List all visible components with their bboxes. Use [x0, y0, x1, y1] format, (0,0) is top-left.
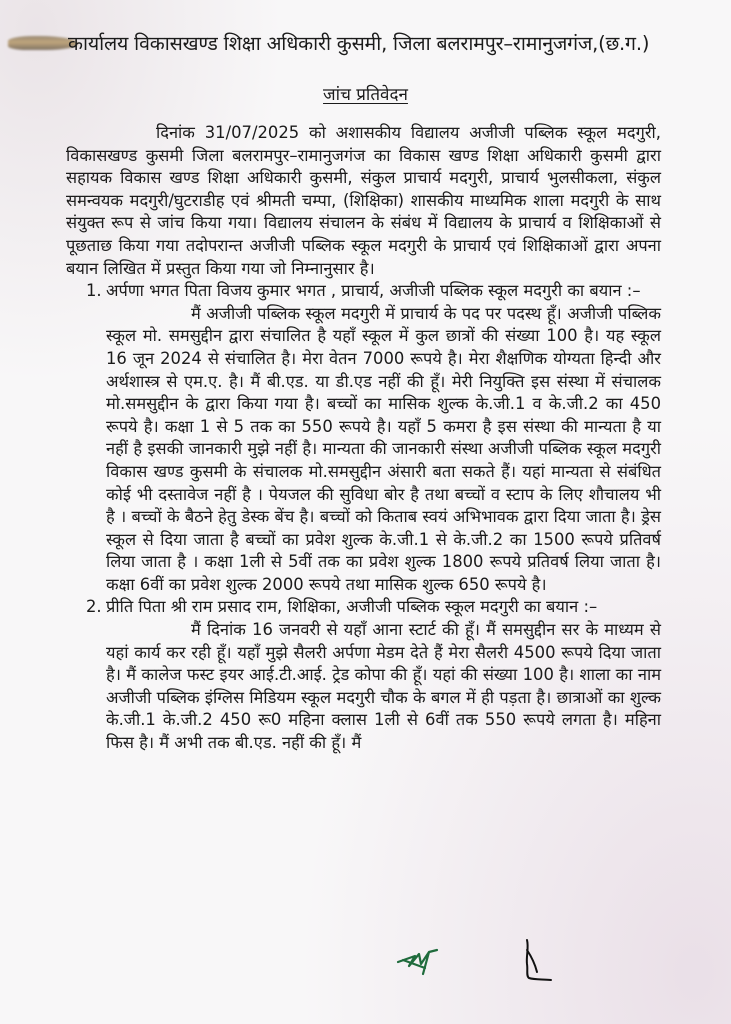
document-title — [0, 83, 731, 107]
office-header: कार्यालय विकासखण्ड शिक्षा अधिकारी कुसमी, जिला बलरामपुर–रामानुजगंज,(छ.ग.) — [68, 32, 650, 55]
document-title-text: जांच प्रतिवेदन — [323, 85, 408, 105]
statement-heading: प्रीति पिता श्री राम प्रसाद राम, शिक्षिका, अजीजी पब्लिक स्कूल मदगुरी का बयान :– — [106, 597, 598, 617]
statement-heading: अर्पणा भगत पिता विजय कुमार भगत , प्राचार्य, अजीजी पब्लिक स्कूल मदगुरी का बयान :– — [106, 281, 641, 301]
signature-black — [517, 938, 557, 982]
item-number: 2. — [86, 597, 102, 617]
statement-item — [66, 596, 661, 754]
item-number: 1. — [86, 281, 102, 301]
statement-item — [66, 280, 661, 596]
statement-text: मैं अजीजी पब्लिक स्कूल मदगुरी में प्राचार्य के पद पर पदस्थ हूँ। अजीजी पब्लिक स्कूल मो. समसुद्दीन द्वारा संचालित है यहाँ स्कूल में कुल छात्रों की संख्या 100 है। यह स्कूल 16 जून 2024 से संचालित है। मेरा वेतन 7000 रूपये है। मेरा शैक्षणिक योग्यता हिन्दी और अर्थशास्त्र से एम.ए. है। मैं बी.एड. या डी.एड नहीं की हूँ। मेरी नियुक्ति इस संस्था में संचालक मो.समसुद्दीन के द्वारा किया गया है। बच्चों का मासिक शुल्क के.जी.1 व के.जी.2 का 450 रूपये है। कक्षा 1 से 5 तक का 550 रूपये है। यहाँ 5 कमरा है इस संस्था की मान्यता है या नहीं है इसकी जानकारी मुझे नहीं है। मान्यता की जानकारी संस्था अजीजी पब्लिक स्कूल मदगुरी विकास खण्ड कुसमी के संचालक मो.समसुद्दीन अंसारी बता सकते हैं। यहां मान्यता से संबंधित कोई भी दस्तावेज नहीं है । पेयजल की सुविधा बोर है तथा बच्चों व स्टाप के लिए शौचालय भी है । बच्चों के बैठने हेतु डेस्क बेंच है। बच्चों को किताब स्वयं अभिभावक द्वारा दिया जाता है। ड्रेस स्कूल से दिया जाता है बच्चों का प्रवेश शुल्क के.जी.1 से के.जी.2 का 1500 रूपये प्रतिवर्ष लिया जाता है । कक्षा 1ली से 5वीं तक का प्रवेश शुल्क 1800 रूपये प्रतिवर्ष लिया जाता है। कक्षा 6वीं का प्रवेश शुल्क 2000 रूपये तथा मासिक शुल्क 650 रूपये है। — [106, 303, 661, 594]
intro-paragraph: दिनांक 31/07/2025 को अशासकीय विद्यालय अजीजी पब्लिक स्कूल मदगुरी, विकासखण्ड कुसमी जिला बलरामपुर–रामानुजगंज का विकास खण्ड शिक्षा अधिकारी कुसमी द्वारा सहायक विकास खण्ड शिक्षा अधिकारी कुसमी, संकुल प्राचार्य मदगुरी, प्राचार्य भुलसीकला, संकुल समन्वयक मदगुरी/घुटराडीह एवं श्रीमती चम्पा, (शिक्षिका) शासकीय माध्यमिक शाला मदगुरी के साथ संयुक्त रूप से जांच किया गया। विद्यालय संचालन के संबंध में विद्यालय के प्राचार्य व शिक्षिकाओं से पूछताछ किया गया तदोपरान्त अजीजी पब्लिक स्कूल मदगुरी के प्राचार्य एवं शिक्षिकाओं द्वारा अपना बयान लिखित में प्रस्तुत किया गया जो निम्नानुसार है। — [66, 123, 661, 278]
statement-text: मैं दिनांक 16 जनवरी से यहाँ आना स्टार्ट की हूँ। मैं समसुद्दीन सर के माध्यम से यहां कार्य कर रही हूँ। यहाँ मुझे सैलरी अर्पणा मेडम देते हैं मेरा सैलरी 4500 रूपये दिया जाता है। मैं कालेज फस्ट इयर आई.टी.आई. ट्रेड कोपा की हूँ। यहां की संख्या 100 है। शाला का नाम अजीजी पब्लिक इंग्लिस मिडियम स्कूल मदगुरी चौक के बगल में ही पड़ता है। छात्राओं का शुल्क के.जी.1 के.जी.2 450 रू0 महिना क्लास 1ली से 6वीं तक 550 रूपये लगता है। महिना फिस है। मैं अभी तक बी.एड. नहीं की हूँ। मैं — [106, 620, 661, 753]
signature-green — [395, 942, 445, 977]
document-body — [66, 122, 661, 755]
